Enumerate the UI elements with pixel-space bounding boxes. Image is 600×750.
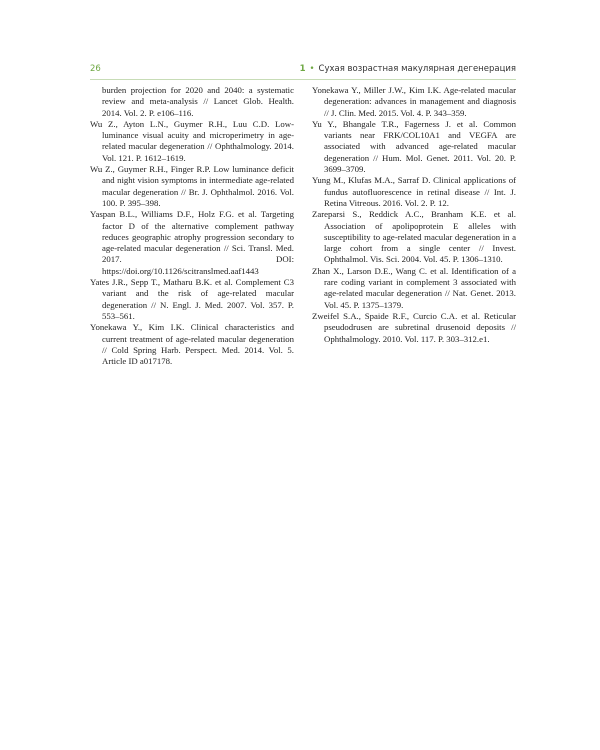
reference-item: burden projection for 2020 and 2040: a systematic review and meta-analysis // Lancet Glob. Health. 2014. Vol. 2. P. e106–116. (102, 85, 294, 118)
references-column-right (312, 85, 516, 345)
references-column-left (90, 85, 294, 367)
reference-item: Yaspan B.L., Williams D.F., Holz F.G. et al. Targeting factor D of the alternative complement pathway reduces geographic atrophy progression secondary to age-related macular degeneration // Sci. Transl. Med. 2017. DOI: https://doi.org/10.1126/scitranslmed.aaf1443 (90, 209, 294, 276)
reference-item: Zareparsi S., Reddick A.C., Branham K.E. et al. Association of apolipoprotein E alleles with susceptibility to age-related macular degeneration in a large cohort from a single center // Invest. Ophthalmol. Vis. Sci. 2004. Vol. 45. P. 1306–1310. (312, 209, 516, 265)
reference-item: Zweifel S.A., Spaide R.F., Curcio C.A. et al. Reticular pseudodrusen are subretinal drusenoid deposits // Ophthalmology. 2010. Vol. 117. P. 303–312.e1. (312, 310, 516, 344)
header-rule (90, 79, 516, 80)
reference-item: Yu Y., Bhangale T.R., Fagerness J. et al. Common variants near FRK/COL10A1 and VEGFA are associated with advanced age-related macular degeneration // Hum. Mol. Genet. 2011. Vol. 20. P. 3699–3709. (312, 118, 516, 175)
chapter-number: 1 (299, 64, 306, 74)
chapter-heading (300, 64, 516, 74)
reference-item: Zhan X., Larson D.E., Wang C. et al. Identification of a rare coding variant in complement 3 associated with age-related macular degeneration // Nat. Genet. 2013. Vol. 45. P. 1375–1379. (312, 265, 516, 310)
chapter-title: Сухая возрастная макулярная дегенерация (318, 64, 516, 74)
reference-item: Yates J.R., Sepp T., Matharu B.K. et al. Complement C3 variant and the risk of age-related macular degeneration // N. Engl. J. Med. 2007. Vol. 357. P. 553–561. (90, 277, 294, 321)
page-number: 26 (90, 64, 101, 74)
running-header (90, 62, 516, 78)
reference-item: Yonekawa Y., Kim I.K. Clinical characteristics and current treatment of age-related macular degeneration // Cold Spring Harb. Perspect. Med. 2014. Vol. 5. Article ID a017178. (90, 322, 294, 367)
reference-item: Wu Z., Ayton L.N., Guymer R.H., Luu C.D. Low-luminance visual acuity and microperimetry in age-related macular degeneration // Ophthalmology. 2014. Vol. 121. P. 1612–1619. (90, 118, 294, 163)
reference-item: Yung M., Klufas M.A., Sarraf D. Clinical applications of fundus autofluorescence in retinal disease // Int. J. Retina Vitreous. 2016. Vol. 2. P. 12. (312, 175, 516, 208)
chapter-separator: • (309, 64, 315, 74)
reference-item: Wu Z., Guymer R.H., Finger R.P. Low luminance deficit and night vision symptoms in intermediate age-related macular degeneration // Br. J. Ophthalmol. 2016. Vol. 100. P. 395–398. (90, 164, 294, 208)
reference-item: Yonekawa Y., Miller J.W., Kim I.K. Age-related macular degeneration: advances in management and diagnosis // J. Clin. Med. 2015. Vol. 4. P. 343–359. (312, 85, 516, 118)
